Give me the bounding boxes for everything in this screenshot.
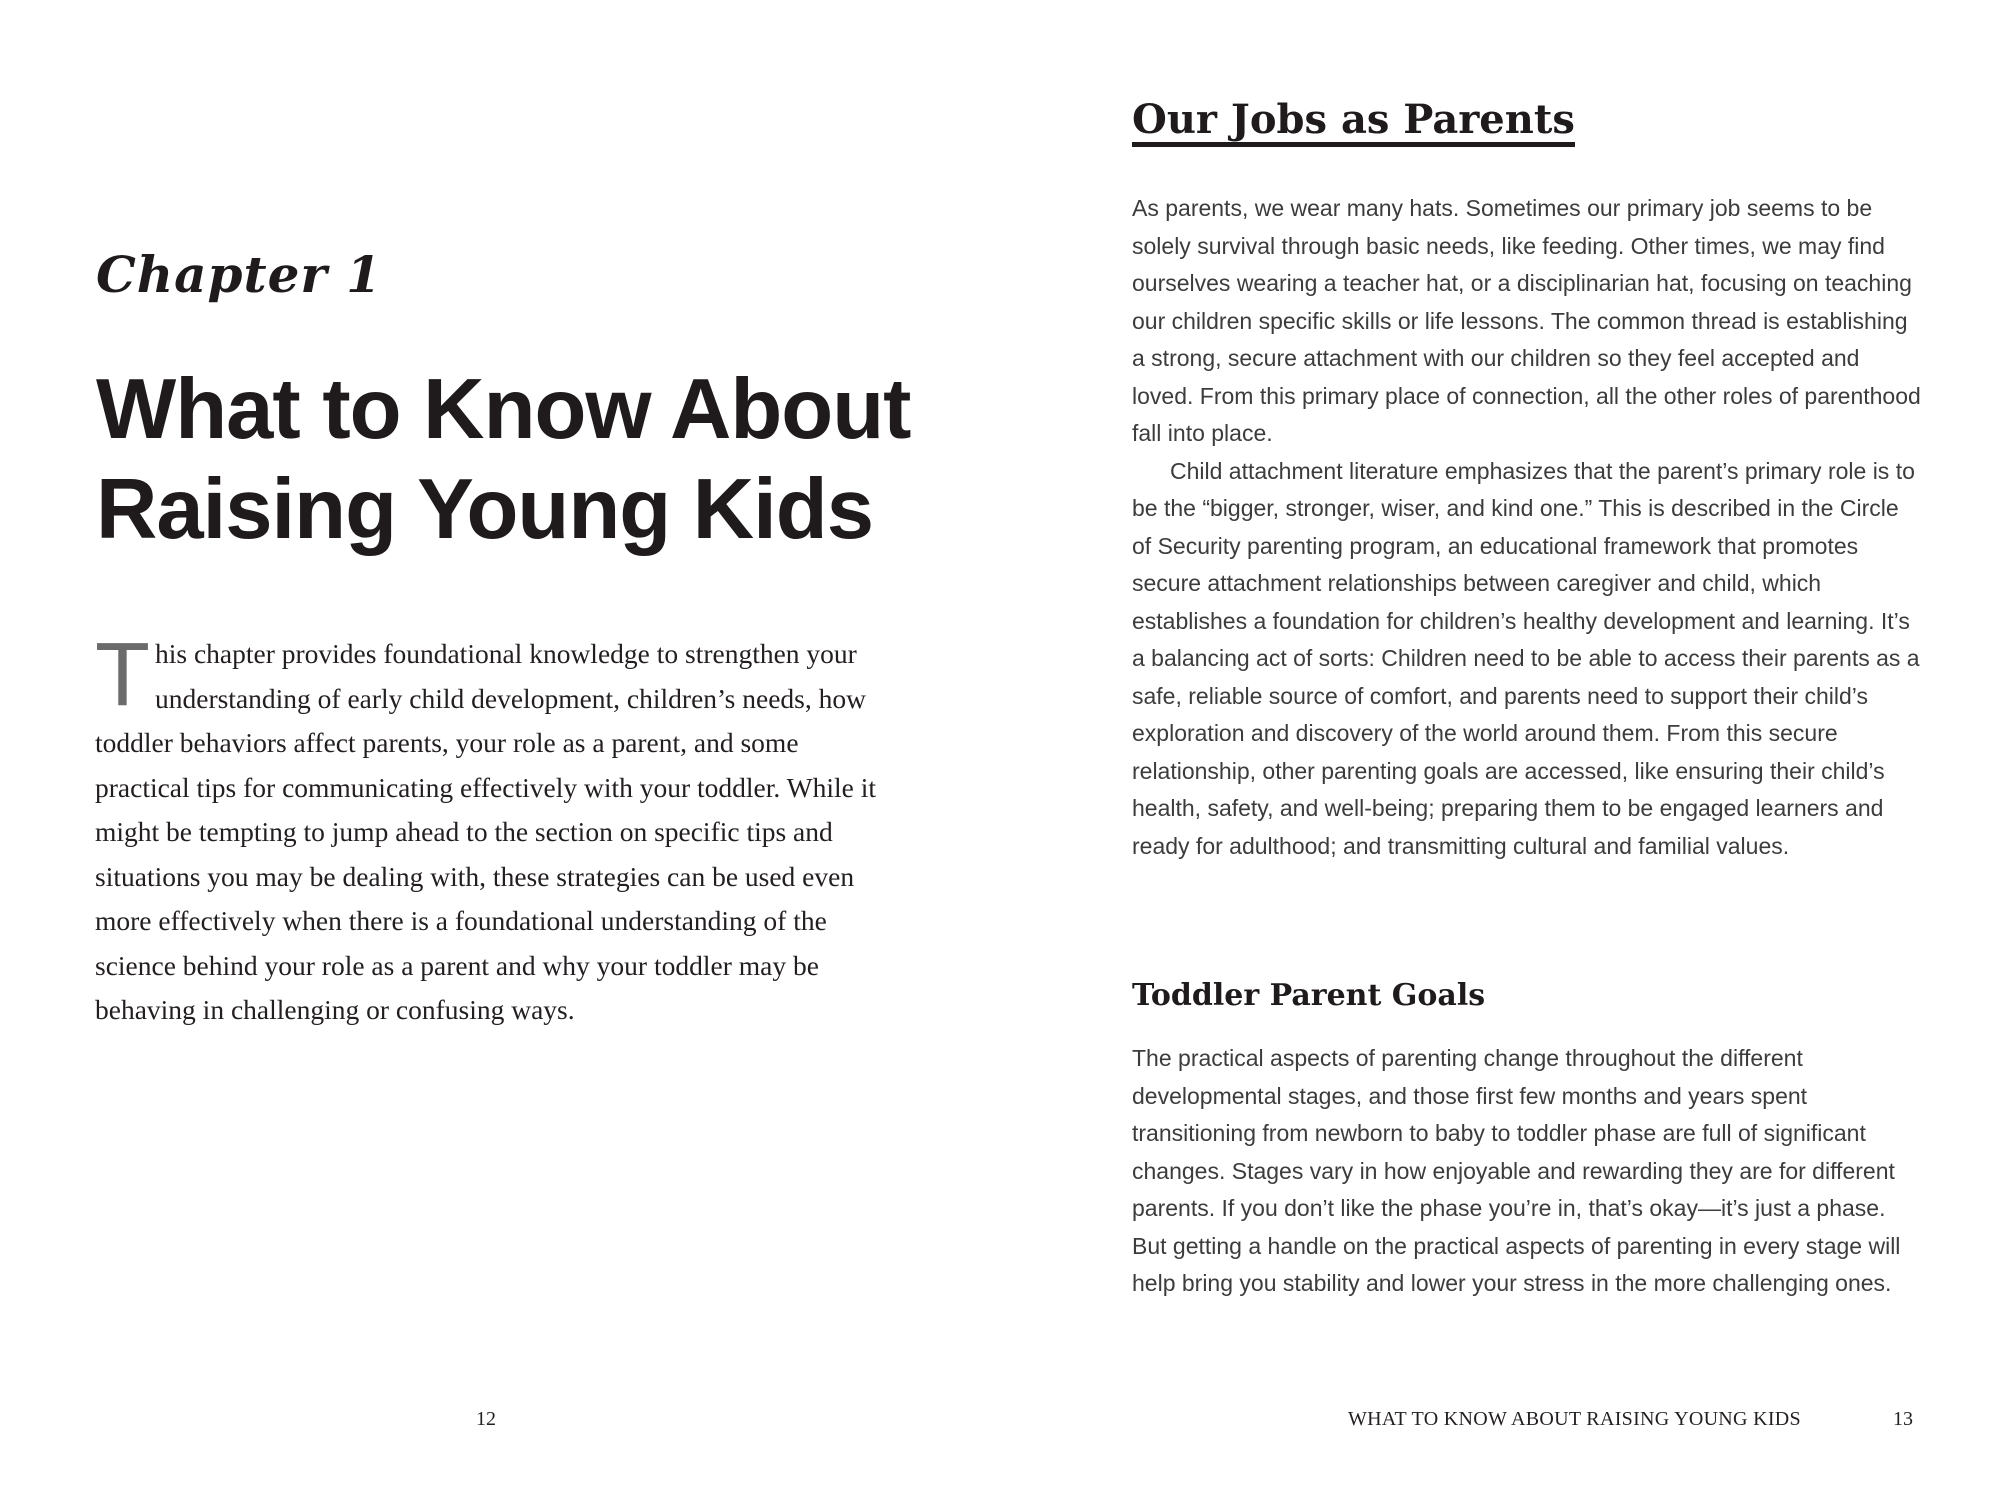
section-heading: Our Jobs as Parents	[1132, 98, 1575, 147]
chapter-intro	[95, 625, 895, 1033]
chapter-label: Chapter 1	[96, 245, 382, 304]
chapter-title-line-1: What to Know About	[96, 362, 911, 457]
chapter-intro-text: his chapter provides foundational knowledge to strengthen your understanding of early child development, children’s needs, how toddler behaviors affect parents, your role as a parent, and some practical tips for communicating effectively with your toddler. While it might be tempting to jump ahead to the section on specific tips and situations you may be dealing with, these strategies can be used even more effectively when there is a foundational understanding of the science behind your role as a parent and why your toddler may be behaving in challenging or confusing ways.	[95, 638, 876, 1025]
jobs-section-body	[1132, 190, 1922, 865]
page-number-right: 13	[1893, 1408, 1913, 1430]
right-page	[1000, 0, 2000, 1500]
chapter-title	[96, 360, 956, 560]
goals-paragraph: The practical aspects of parenting change throughout the different developmental stages, and those first few months and years spent transitioning from newborn to baby to toddler phase are full of significant changes. Stages vary in how enjoyable and rewarding they are for different parents. If you don’t like the phase you’re in, that’s okay—it’s just a phase. But getting a handle on the practical aspects of parenting in every stage will help bring you stability and lower your stress in the more challenging ones.	[1132, 1045, 1901, 1296]
drop-cap: T	[95, 625, 150, 725]
jobs-paragraph-2: Child attachment literature emphasizes that the parent’s primary role is to be the “bigger, stronger, wiser, and kind one.” This is described in the Circle of Security parenting program, an educational framework that promotes secure attachment relationships between caregiver and child, which establishes a foundation for children’s healthy development and learning. It’s a balancing act of sorts: Children need to be able to access their parents as a safe, reliable source of comfort, and parents need to support their child’s exploration and discovery of the world around them. From this secure relationship, other parenting goals are accessed, like ensuring their child’s health, safety, and well-being; preparing them to be engaged learners and ready for adulthood; and transmitting cultural and familial values.	[1132, 457, 1920, 859]
subheading: Toddler Parent Goals	[1132, 978, 1486, 1013]
goals-section-body	[1132, 1040, 1922, 1303]
jobs-paragraph-1: As parents, we wear many hats. Sometimes our primary job seems to be solely survival through basic needs, like feeding. Other times, we may find ourselves wearing a teacher hat, or a disciplinarian hat, focusing on teaching our children specific skills or life lessons. The common thread is establishing a strong, secure attachment with our children so they feel accepted and loved. From this primary place of connection, all the other roles of parenthood fall into place.	[1132, 195, 1921, 446]
running-head: WHAT TO KNOW ABOUT RAISING YOUNG KIDS	[1348, 1408, 1801, 1430]
chapter-title-line-2: Raising Young Kids	[96, 462, 873, 557]
page-number-left: 12	[476, 1408, 496, 1430]
